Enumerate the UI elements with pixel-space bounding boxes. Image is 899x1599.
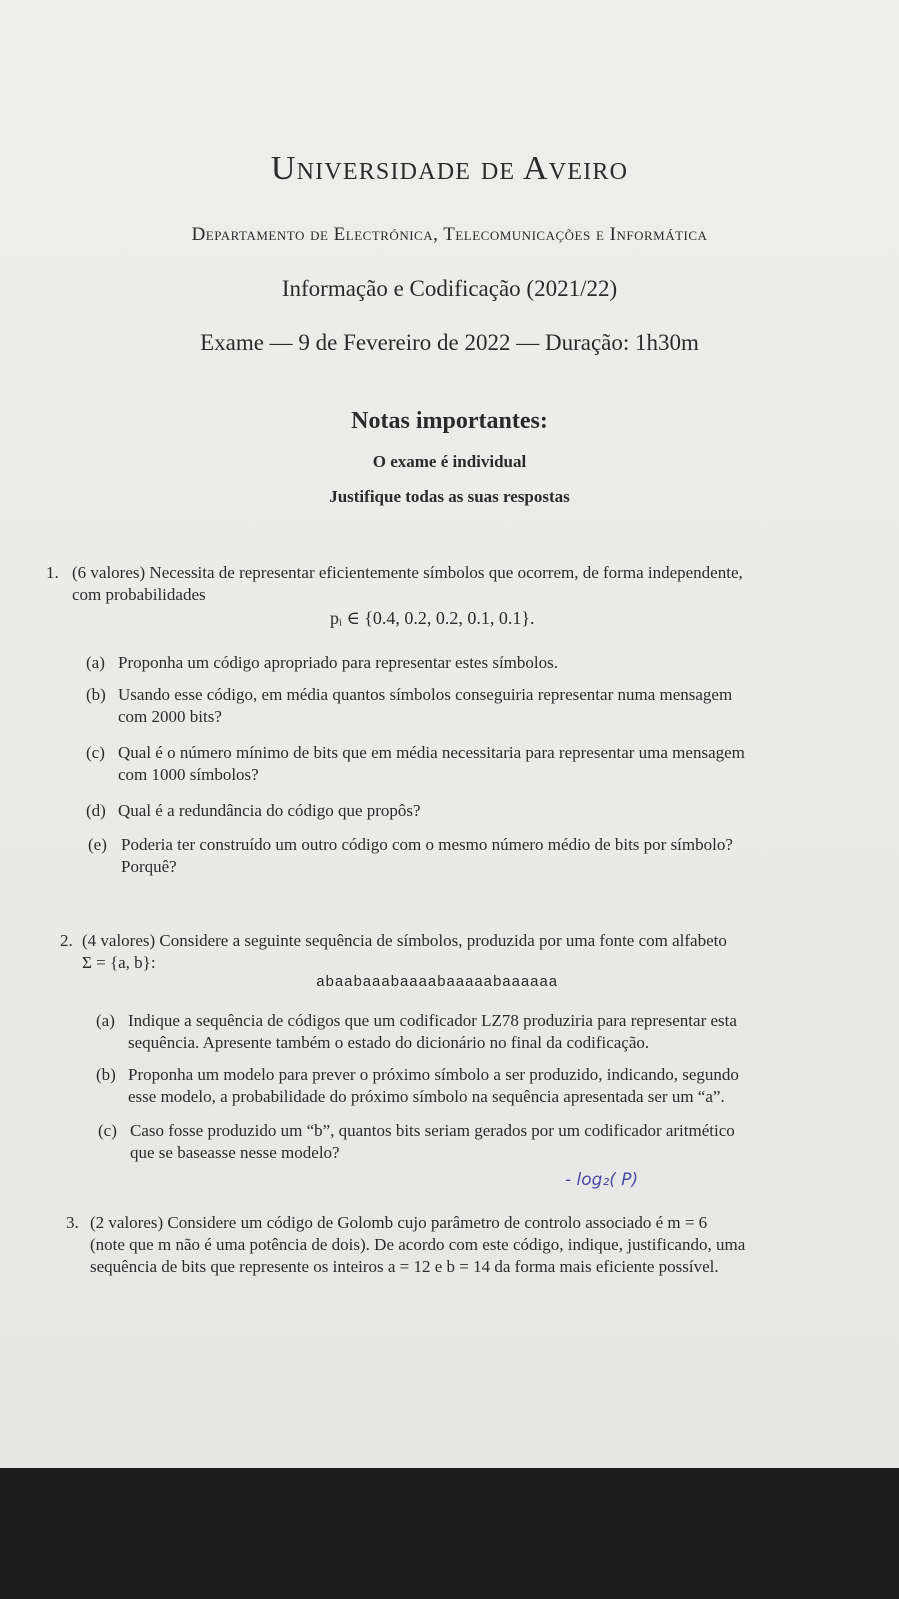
part-line: com 2000 bits?: [118, 707, 222, 726]
part-line: Porquê?: [121, 857, 177, 876]
question-2c-text: [130, 1120, 810, 1164]
part-line: com 1000 símbolos?: [118, 765, 259, 784]
part-label: (c): [86, 743, 105, 762]
question-2-text: [82, 930, 804, 974]
question-3-line: sequência de bits que represente os inteiros a = 12 e b = 14 da forma mais eficiente possível.: [90, 1257, 719, 1276]
part-line: Qual é a redundância do código que propôs?: [118, 801, 421, 820]
part-line: Qual é o número mínimo de bits que em média necessitaria para representar uma mensagem: [118, 743, 745, 762]
question-2a-text: [128, 1010, 808, 1054]
department-name: Departamento de Electrónica, Telecomunicações e Informática: [191, 224, 708, 245]
question-2-line: Σ = {a, b}:: [82, 953, 156, 972]
question-1-line: (6 valores) Necessita de representar eficientemente símbolos que ocorrem, de forma independente,: [72, 563, 743, 582]
notes-title: Notas importantes:: [351, 408, 548, 434]
question-2-number: 2.: [60, 931, 73, 950]
part-line: esse modelo, a probabilidade do próximo símbolo na sequência apresentada ser um “a”.: [128, 1087, 725, 1106]
part-label: (a): [86, 653, 105, 672]
part-line: Proponha um código apropriado para representar estes símbolos.: [118, 653, 558, 672]
question-1-line: com probabilidades: [72, 585, 206, 604]
part-line: sequência. Apresente também o estado do dicionário no final da codificação.: [128, 1033, 650, 1052]
part-line: Usando esse código, em média quantos símbolos conseguiria representar numa mensagem: [118, 685, 733, 704]
question-1a-text: [118, 652, 808, 674]
question-1-text: [72, 562, 832, 606]
part-label: (d): [86, 801, 106, 820]
question-1c-text: [118, 742, 808, 786]
note-justify: Justifique todas as suas respostas: [329, 487, 570, 506]
question-3-number: 3.: [66, 1213, 79, 1232]
part-label: (e): [88, 835, 107, 854]
university-name: Universidade de Aveiro: [270, 150, 629, 187]
part-label: (b): [96, 1065, 116, 1084]
exam-info: Exame — 9 de Fevereiro de 2022 — Duração: 1h30m: [200, 330, 699, 355]
question-3-text: [90, 1212, 798, 1278]
handwritten-note: - log₂( P): [565, 1170, 639, 1190]
question-1b-text: [118, 684, 808, 728]
table-surface: [0, 1468, 899, 1599]
symbol-sequence: abaabaaabaaaabaaaaabaaaaaa: [316, 974, 558, 991]
part-line: Poderia ter construído um outro código com o mesmo número médio de bits por símbolo?: [121, 835, 733, 854]
note-individual: O exame é individual: [372, 452, 527, 471]
part-line: Proponha um modelo para prever o próximo símbolo a ser produzido, indicando, segundo: [128, 1065, 739, 1084]
question-1e-text: [121, 834, 811, 878]
question-3-line: (note que m não é uma potência de dois). De acordo com este código, indique, justificando, uma: [90, 1235, 746, 1254]
question-2b-text: [128, 1064, 808, 1108]
part-label: (c): [98, 1121, 117, 1140]
part-line: que se baseasse nesse modelo?: [130, 1143, 340, 1162]
part-label: (a): [96, 1011, 115, 1030]
question-1-number: 1.: [46, 563, 59, 582]
question-2-line: (4 valores) Considere a seguinte sequência de símbolos, produzida por uma fonte com alfabeto: [82, 931, 727, 950]
question-1d-text: [118, 800, 808, 822]
part-line: Indique a sequência de códigos que um codificador LZ78 produziria para representar esta: [128, 1011, 737, 1030]
probability-formula: pᵢ ∈ {0.4, 0.2, 0.2, 0.1, 0.1}.: [330, 608, 535, 628]
part-line: Caso fosse produzido um “b”, quantos bits seriam gerados por um codificador aritmético: [130, 1121, 735, 1140]
part-label: (b): [86, 685, 106, 704]
course-title: Informação e Codificação (2021/22): [281, 276, 618, 301]
question-3-line: (2 valores) Considere um código de Golomb cujo parâmetro de controlo associado é m = 6: [90, 1213, 708, 1232]
